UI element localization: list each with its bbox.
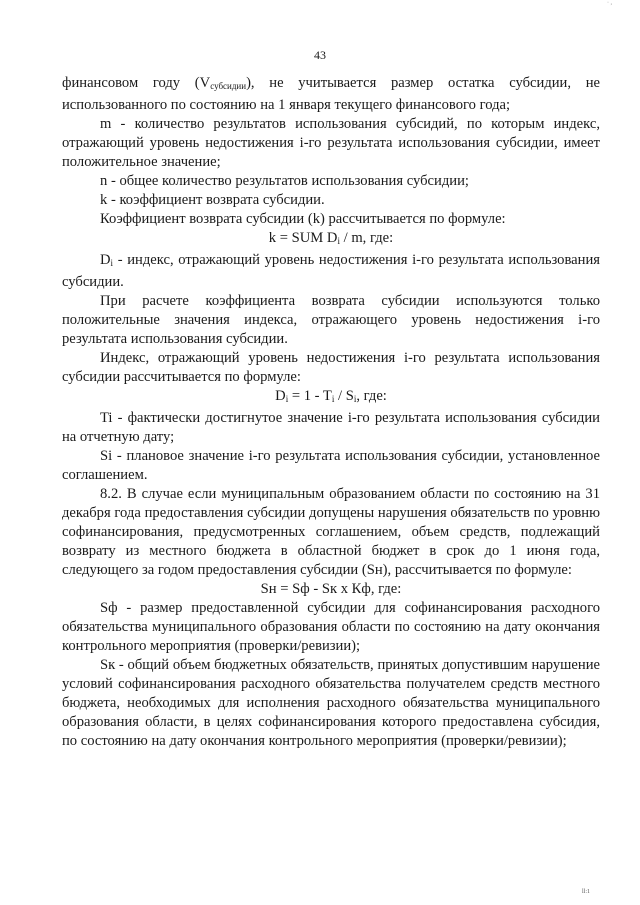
formula-sn: Sн = Sф - Sк х Кф, где: [260,581,402,597]
paragraph-sf-definition: Sф - размер предоставленной субсидии для софинансирования расходного обязательства муниципального образования области по состоянию на дату окончания контрольного мероприятия (проверки/ревизии); [62,600,600,654]
paragraph-ti-definition: Ti - фактически достигнутое значение i-го результата использования субсидии на отчетную дату; [62,410,600,445]
paragraph-di-formula-intro: Индекс, отражающий уровень недостижения i-го результата использования субсидии рассчитывается по формуле: [62,350,600,385]
document-body [62,74,600,751]
page-number: 43 [314,48,326,62]
paragraph-m-definition: m - количество результатов использования субсидий, по которым индекс, отражающий уровень недостижения i-го результата использования субсидии, имеет положительное значение; [62,116,600,170]
paragraph-8-2: 8.2. В случае если муниципальным образованием области по состоянию на 31 декабря года предоставления субсидии допущены нарушения обязательств по уровню софинансирования, предусмотренных соглашением, объем средств, подлежащий возврату из местного бюджета в областной бюджет в срок до 1 июня года, следующего за годом предоставления субсидии (Sн), рассчитывается по формуле: [62,486,600,578]
paragraph-continuation: финансовом году $(V_{субсидии})$, не учитывается размер остатка субсидии, не использованного по состоянию на 1 января текущего финансового года; [62,75,600,113]
formula-k: k = SUM $D_i$ / m, где: [268,230,394,246]
paragraph-n-definition: n - общее количество результатов использования субсидии; [100,173,469,189]
paragraph-k-definition: k - коэффициент возврата субсидии. [100,192,325,208]
paragraph-k-formula-intro: Коэффициент возврата субсидии (k) рассчитывается по формуле: [100,211,506,227]
paragraph-si-definition: Si - плановое значение i-го результата использования субсидии, установленное соглашением. [62,448,600,483]
formula-di: $D_i = 1 - T_i / S_i$, где: [275,388,387,404]
scan-mark-bottom: ll:1 [581,889,590,895]
paragraph-di-definition: $D_i$ - индекс, отражающий уровень недостижения i-го результата использования субсидии. [62,252,600,290]
paragraph-sk-definition: Sк - общий объем бюджетных обязательств, принятых допустившим нарушение условий софинансирования расходного обязательства получателем средств местного бюджета, необходимых для исполнения расходного обязательства муниципального образования области, в целях софинансирования которого предоставлена субсидия, по состоянию на дату окончания контрольного мероприятия (проверки/ревизии); [62,657,600,749]
scan-mark-top: · , [607,0,612,6]
paragraph-positive-values: При расчете коэффициента возврата субсидии используются только положительные значения индекса, отражающего уровень недостижения i-го результата использования субсидии. [62,293,600,347]
